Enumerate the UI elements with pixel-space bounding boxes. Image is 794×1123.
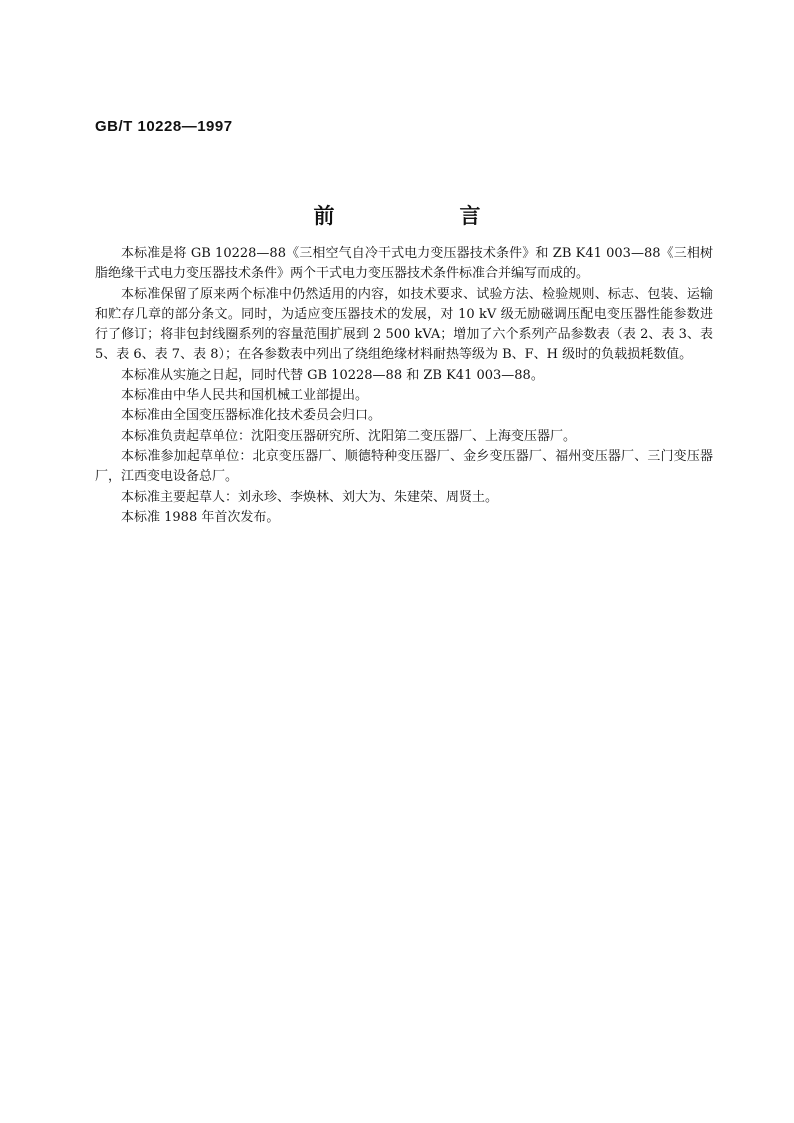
paragraph-replacement: 本标准从实施之日起，同时代替 GB 10228—88 和 ZB K41 003—88。 xyxy=(121,367,544,383)
standard-code: GB/T 10228—1997 xyxy=(95,118,233,135)
paragraph-proposer: 本标准由中华人民共和国机械工业部提出。 xyxy=(121,388,369,404)
paragraph-merge-origin: 本标准是将 GB 10228—88《三相空气自冷干式电力变压器技术条件》和 ZB K41 003—88《三相树脂绝缘干式电力变压器技术条件》两个干式电力变压器技术条件标准合并编写而成的。 xyxy=(95,246,713,282)
foreword-body xyxy=(95,244,713,528)
paragraph-revisions: 本标准保留了原来两个标准中仍然适用的内容，如技术要求、试验方法、检验规则、标志、包装、运输和贮存几章的部分条文。同时，为适应变压器技术的发展，对 10 kV 级无励磁调压配电变压器性能参数进行了修订；将非包封线圈系列的容量范围扩展到 2 500 kVA；增加了六个系列产品参数表（表 2、表 3、表 5、表 6、表 7、表 8）；在各参数表中列出了绕组绝缘材料耐热等级为 B、F、H 级时的负载损耗数值。 xyxy=(95,286,713,363)
paragraph-participating-units: 本标准参加起草单位：北京变压器厂、顺德特种变压器厂、金乡变压器厂、福州变压器厂、三门变压器厂，江西变电设备总厂。 xyxy=(95,448,713,485)
paragraph-committee: 本标准由全国变压器标准化技术委员会归口。 xyxy=(121,408,382,424)
paragraph-first-release: 本标准 1988 年首次发布。 xyxy=(121,509,280,525)
page-title: 前 言 xyxy=(313,203,533,228)
paragraph-drafting-unit: 本标准负责起草单位：沈阳变压器研究所、沈阳第二变压器厂、上海变压器厂。 xyxy=(121,428,577,444)
paragraph-drafters: 本标准主要起草人：刘永珍、李焕林、刘大为、朱建荣、周贤土。 xyxy=(121,489,499,505)
